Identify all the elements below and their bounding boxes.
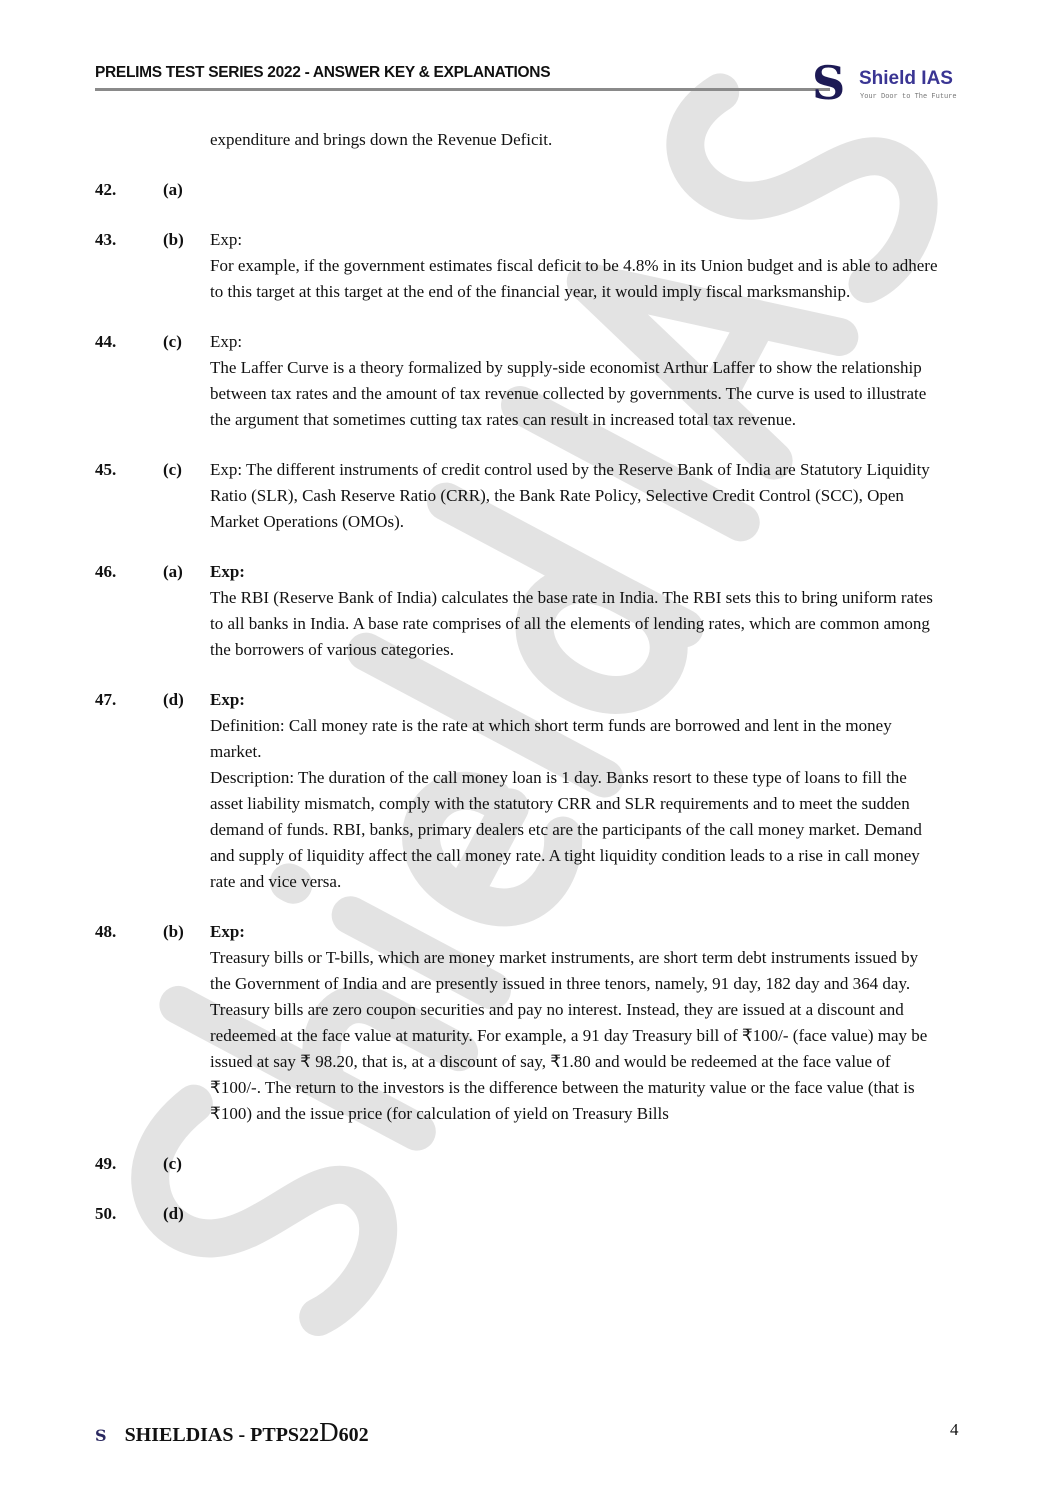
question-number: 47. [95,690,117,709]
answer-option: (d) [163,690,184,709]
explanation-paragraph: The RBI (Reserve Bank of India) calculates the base rate in India. The RBI sets this to bring uniform rates to all banks in India. A base rate comprises of all the elements of lending rates, which are common among the borrowers of various categories. [210,588,933,659]
question-number: 48. [95,922,117,941]
logo-tagline: Your Door to The Future [860,93,957,101]
question-number: 43. [95,230,117,249]
footer-code [95,1417,369,1448]
explanation-body [210,329,940,433]
explanation-body [210,227,940,305]
answer-item [95,177,945,203]
question-number: 50. [95,1204,117,1223]
question-number: 45. [95,460,117,479]
page-number: 4 [950,1420,959,1439]
answer-item [95,457,945,535]
answer-item [95,559,945,663]
explanation-body [210,919,940,1127]
explanation-body [210,687,940,895]
exp-label: Exp: [210,562,245,581]
answer-item [95,687,945,895]
header-rule [95,88,830,91]
exp-label: Exp: [210,922,245,941]
logo-mark-icon: S [812,56,846,110]
exp-label: Exp: [210,690,245,709]
question-number: 49. [95,1154,117,1173]
explanation-text: Exp: The different instruments of credit control used by the Reserve Bank of India are Statutory Liquidity Ratio (SLR), Cash Reserve Ratio (CRR), the Bank Rate Policy, Selective Credit Control (SCC), Open Market Operations (OMOs). [210,460,930,531]
answer-option: (c) [163,332,182,351]
explanation-paragraph: Description: The duration of the call money loan is 1 day. Banks resort to these type of loans to fill the asset liability mismatch, comply with the statutory CRR and SLR requirements and to meet the sudden demand of funds. RBI, banks, primary dealers etc are the participants of the call money market. Demand and supply of liquidity affect the call money rate. A tight liquidity condition leads to a rise in call money rate and vice versa. [210,768,922,891]
exp-label: Exp: [210,332,243,351]
answer-option: (c) [163,1154,182,1173]
answer-option: (d) [163,1204,184,1223]
explanation-paragraph: Definition: Call money rate is the rate at which short term funds are borrowed and lent in the money market. [210,716,892,761]
question-number: 42. [95,180,117,199]
explanation-body [210,177,940,203]
answer-item [95,1201,945,1227]
answer-option: (a) [163,180,183,199]
footer-logo-icon: S [95,1426,107,1445]
explanation-body [210,1151,940,1177]
explanation-body [210,457,940,535]
explanation-body [210,559,940,663]
answer-item [95,329,945,433]
answer-option: (b) [163,230,184,249]
lead-in-text [210,127,940,153]
logo-name: Shield IAS [859,68,953,89]
answer-item [95,1151,945,1177]
answer-content [95,127,945,1227]
question-number: 46. [95,562,117,581]
explanation-paragraph: Treasury bills or T-bills, which are money market instruments, are short term debt instruments issued by the Government of India and are presently issued in three tenors, namely, 91 day, 182 day and 364 day. Treasury bills are zero coupon securities and pay no interest. Instead, they are issued at a discount and redeemed at the face value at maturity. For example, a 91 day Treasury bill of ₹100/- (face value) may be issued at say ₹ 98.20, that is, at a discount of say, ₹1.80 and would be redeemed at the face value of ₹100/-. The return to the investors is the difference between the maturity value or the face value (that is ₹100) and the issue price (for calculation of yield on Treasury Bills [210,948,928,1123]
explanation-paragraph: The Laffer Curve is a theory formalized by supply-side economist Arthur Laffer to show the relationship between tax rates and the amount of tax revenue collected by governments. The curve is used to illustrate the argument that sometimes cutting tax rates can result in increased total tax revenue. [210,358,927,429]
answer-option: (a) [163,562,183,581]
answer-option: (c) [163,460,182,479]
footer-code-b: D [319,1417,339,1447]
header-title: PRELIMS TEST SERIES 2022 - ANSWER KEY & EXPLANATIONS [95,64,551,81]
explanation-paragraph: For example, if the government estimates fiscal deficit to be 4.8% in its Union budget and is able to adhere to this target at this target at the end of the financial year, it would imply fiscal marksmanship. [210,256,938,301]
shield-ias-logo [812,56,982,110]
exp-label: Exp: [210,230,243,249]
lead-in-paragraph: expenditure and brings down the Revenue Deficit. [210,130,553,149]
question-number: 44. [95,332,117,351]
answer-item [95,919,945,1127]
answer-item [95,227,945,305]
answer-option: (b) [163,922,184,941]
explanation-body [210,1201,940,1227]
footer-code-c: 602 [338,1424,369,1446]
footer-code-a: SHIELDIAS - PTPS22 [124,1424,320,1446]
